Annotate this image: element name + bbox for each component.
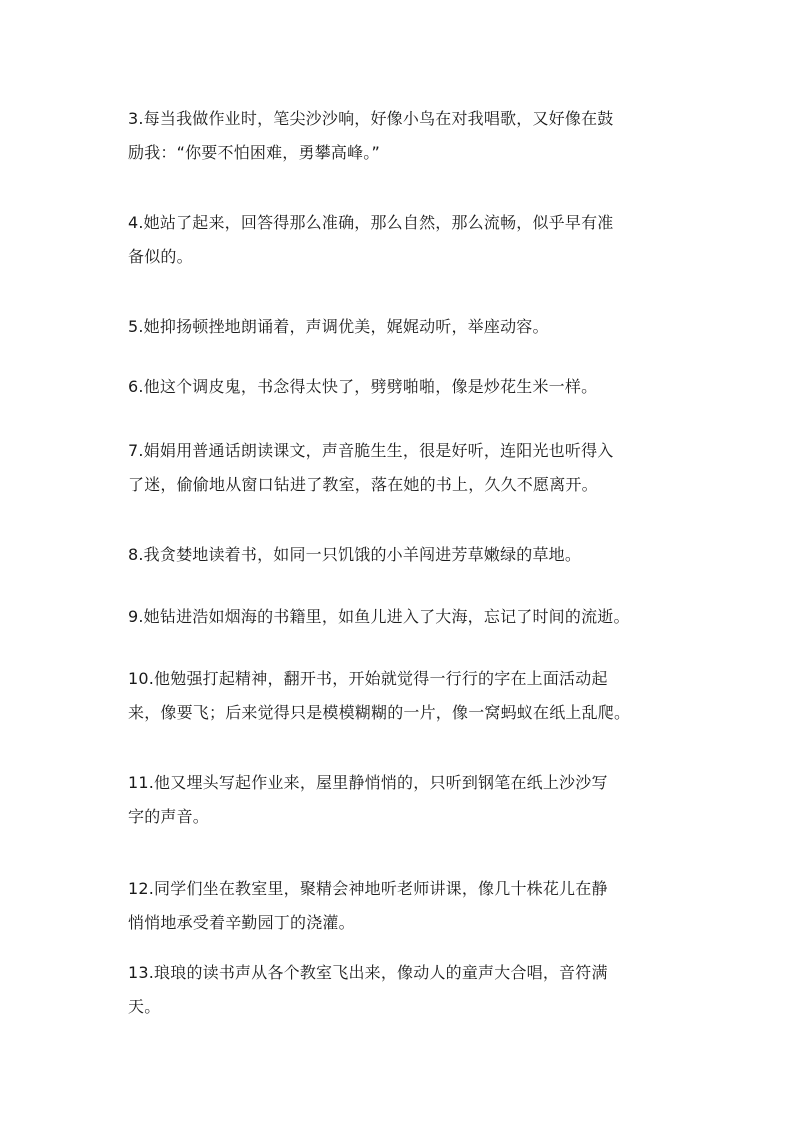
paragraph-line: 13.琅琅的读书声从各个教室飞出来，像动人的童声大合唱，音符满: [128, 963, 608, 982]
paragraph-line: 6.他这个调皮鬼，书念得太快了，劈劈啪啪，像是炒花生米一样。: [128, 377, 598, 396]
paragraph-line: 悄悄地承受着辛勤园丁的浇灌。: [128, 913, 355, 932]
paragraph-line: 来，像要飞；后来觉得只是模模糊糊的一片，像一窝蚂蚁在纸上乱爬。: [128, 703, 631, 722]
paragraph-line: 5.她抑扬顿挫地朗诵着，声调优美，娓娓动听，举座动容。: [128, 317, 549, 336]
paragraph-line: 7.娟娟用普通话朗读课文，声音脆生生，很是好听，连阳光也听得入: [128, 441, 614, 460]
paragraph-line: 4.她站了起来，回答得那么准确，那么自然，那么流畅，似乎早有准: [128, 213, 614, 232]
paragraph-13: [128, 956, 668, 1024]
paragraph-line: 了迷，偷偷地从窗口钻进了教室，落在她的书上，久久不愿离开。: [128, 475, 598, 494]
paragraph-line: 字的声音。: [128, 807, 210, 826]
paragraph-8: [128, 538, 668, 572]
paragraph-line: 10.他勉强打起精神，翻开书，开始就觉得一行行的字在上面活动起: [128, 669, 608, 688]
paragraph-line: 备似的。: [128, 247, 193, 266]
paragraph-line: 9.她钻进浩如烟海的书籍里，如鱼儿进入了大海，忘记了时间的流逝。: [128, 607, 630, 626]
paragraph-line: 励我：“你要不怕困难，勇攀高峰。”: [128, 143, 380, 162]
paragraph-4: [128, 206, 668, 274]
paragraph-11: [128, 766, 668, 834]
paragraph-line: 8.我贪婪地读着书，如同一只饥饿的小羊闯进芳草嫩绿的草地。: [128, 545, 582, 564]
paragraph-line: 天。: [128, 997, 161, 1016]
paragraph-5: [128, 310, 668, 344]
paragraph-line: 3.每当我做作业时，笔尖沙沙响，好像小鸟在对我唱歌，又好像在鼓: [128, 109, 614, 128]
paragraph-7: [128, 434, 668, 502]
paragraph-9: [128, 600, 668, 634]
paragraph-line: 12.同学们坐在教室里，聚精会神地听老师讲课，像几十株花儿在静: [128, 879, 608, 898]
paragraph-line: 11.他又埋头写起作业来，屋里静悄悄的，只听到钢笔在纸上沙沙写: [128, 773, 608, 792]
paragraph-12: [128, 872, 668, 940]
paragraph-6: [128, 370, 668, 404]
paragraph-10: [128, 662, 668, 730]
paragraph-3: [128, 102, 668, 170]
